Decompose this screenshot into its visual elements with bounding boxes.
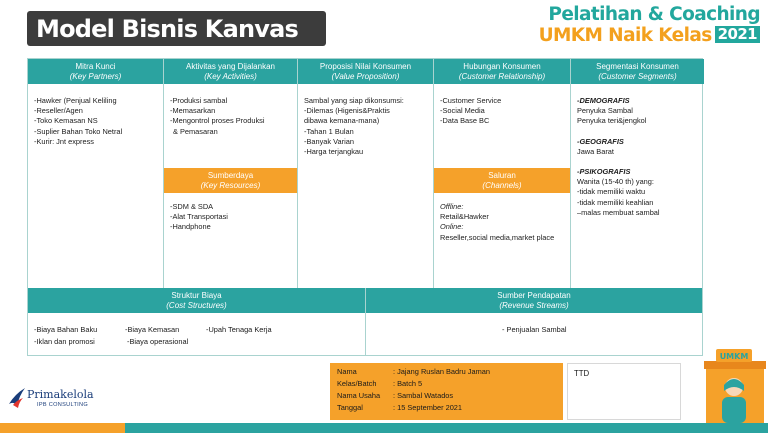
value-proposition-header (298, 59, 433, 84)
info-value: : Batch 5 (393, 379, 423, 388)
list-item: -Data Base BC (440, 116, 490, 126)
list-item: - Penjualan Sambal (502, 325, 567, 334)
key-partners-title: Mitra Kunci (75, 62, 116, 71)
umkm-stall-illustration-icon (700, 345, 768, 423)
key-activities-title: Aktivitas yang Dijalankan (186, 62, 275, 71)
stripe-accent (0, 423, 125, 433)
info-value: : Jajang Ruslan Badru Jaman (393, 367, 490, 376)
list-item: -Iklan dan promosi (34, 337, 95, 346)
value-proposition-title: Proposisi Nilai Konsumen (319, 62, 412, 71)
cost-structures-list (28, 313, 366, 356)
customer-relationship-list (434, 84, 570, 168)
customer-segments-title: Segmentasi Konsumen (596, 62, 679, 71)
info-value: : 15 September 2021 (393, 403, 463, 412)
list-item: -Social Media (440, 106, 485, 116)
customer-relationship-subtitle: (Customer Relationship) (458, 72, 546, 81)
brand-line2 (539, 26, 760, 46)
revenue-streams-list (366, 313, 702, 356)
bottom-stripe (0, 423, 768, 433)
customer-segments-list (571, 84, 704, 218)
info-value: : Sambal Watados (393, 391, 454, 400)
list-item: -SDM & SDA (170, 202, 214, 211)
business-model-canvas (27, 58, 703, 356)
list-item: -tidak memiliki keahlian (577, 197, 654, 207)
key-activities-list (164, 84, 297, 168)
info-row (337, 390, 563, 402)
brand-line2-text: UMKM Naik Kelas (538, 24, 712, 46)
info-row (337, 366, 563, 378)
list-item: Wanita (15-40 th) yang: (577, 177, 654, 187)
list-item: -Handphone (170, 222, 211, 232)
info-key: Nama (337, 367, 357, 376)
list-item: & Pemasaran (173, 126, 218, 136)
online-channels: Reseller,social media,market place (440, 232, 555, 242)
info-row (337, 378, 563, 390)
list-item: -Mengontrol proses Produksi (170, 116, 265, 126)
list-item: dibawa kemana-mana) (304, 116, 380, 126)
signature-label: TTD (574, 369, 590, 378)
list-item: -Memasarkan (170, 106, 216, 116)
revenue-streams-title: Sumber Pendapatan (497, 291, 571, 300)
value-proposition-list (298, 84, 433, 157)
info-key: Nama Usaha (337, 391, 381, 400)
list-item: -Alat Transportasi (170, 212, 228, 222)
list-item: –malas membuat sambal (577, 207, 660, 217)
list-item: -Hawker (Penjual Keliling (34, 96, 117, 105)
list-item: -Banyak Varian (304, 136, 354, 146)
list-item: -Harga terjangkau (304, 147, 364, 157)
customer-segments-block (571, 59, 704, 288)
key-activities-subtitle: (Key Activities) (204, 72, 257, 81)
page-title: Model Bisnis Kanvas (36, 14, 298, 43)
value-proposition-subtitle: (Value Proposition) (331, 72, 400, 81)
list-item: -Produksi sambal (170, 96, 228, 105)
list-item: -Reseller/Agen (34, 106, 83, 116)
revenue-streams-header (366, 288, 702, 313)
key-activities-header (164, 59, 297, 84)
list-item: Penyuka Sambal (577, 106, 633, 116)
list-item: -Tahan 1 Bulan (304, 126, 354, 136)
signature-box (567, 363, 681, 420)
online-label: Online: (440, 222, 464, 232)
customer-segments-header (571, 59, 704, 84)
cost-structures-subtitle: (Cost Structures) (166, 301, 227, 310)
list-item: Penyuka teri&jengkol (577, 116, 647, 126)
title-banner (27, 11, 326, 46)
customer-segments-subtitle: (Customer Segments) (598, 72, 677, 81)
psychographic-label: -PSIKOGRAFIS (577, 167, 631, 177)
key-activities-block (164, 59, 298, 288)
participant-info (330, 363, 563, 420)
customer-relationship-block (434, 59, 571, 288)
channels-header (434, 168, 570, 193)
info-key: Kelas/Batch (337, 379, 377, 388)
logo-subtitle: IPB CONSULTING (37, 402, 89, 408)
key-resources-title: Sumberdaya (207, 171, 254, 180)
list-item: -Kurir: Jnt express (34, 136, 94, 146)
cost-structures-header (28, 288, 366, 313)
revenue-streams-subtitle: (Revenue Streams) (499, 301, 569, 310)
info-row (337, 402, 563, 414)
info-key: Tanggal (337, 403, 363, 412)
program-brand (539, 6, 760, 45)
channels-title: Saluran (488, 171, 516, 180)
value-proposition-block (298, 59, 434, 288)
stall-badge: UMKM (719, 352, 749, 361)
key-resources-header (164, 168, 297, 193)
bird-logo-icon (7, 384, 27, 410)
key-partners-list (28, 84, 163, 147)
logo-name: Primakelola (27, 388, 94, 401)
list-item: Sambal yang siap dikonsumsi: (304, 96, 404, 105)
offline-label: Offline: (440, 202, 464, 211)
key-partners-block (28, 59, 164, 288)
channels-list (434, 193, 570, 243)
list-item: -tidak memiliki waktu (577, 187, 646, 197)
demographic-label: -DEMOGRAFIS (577, 96, 630, 105)
list-item: -Dilemas (Higenis&Praktis (304, 106, 390, 116)
geographic-label: -GEOGRAFIS (577, 136, 624, 146)
list-item: -Biaya Kemasan (125, 325, 180, 334)
brand-line1: Pelatihan & Coaching (548, 4, 760, 25)
list-item: -Biaya Bahan Baku (34, 325, 98, 334)
key-partners-subtitle: (Key Partners) (69, 72, 122, 81)
brand-year: 2021 (715, 26, 760, 43)
list-item: -Toko Kemasan NS (34, 116, 98, 126)
key-partners-header (28, 59, 163, 84)
primakelola-logo (7, 384, 117, 414)
cost-structures-title: Struktur Biaya (171, 291, 222, 300)
customer-relationship-header (434, 59, 570, 84)
list-item: -Biaya operasional (127, 337, 189, 346)
list-item: Jawa Barat (577, 146, 614, 156)
channels-subtitle: (Channels) (482, 181, 522, 190)
key-resources-list (164, 193, 297, 233)
list-item: -Upah Tenaga Kerja (206, 325, 272, 334)
offline-channels: Retail&Hawker (440, 212, 489, 222)
key-resources-subtitle: (Key Resources) (200, 181, 261, 190)
list-item: -Customer Service (440, 96, 502, 105)
list-item: -Suplier Bahan Toko Netral (34, 126, 123, 136)
customer-relationship-title: Hubungan Konsumen (463, 62, 541, 71)
